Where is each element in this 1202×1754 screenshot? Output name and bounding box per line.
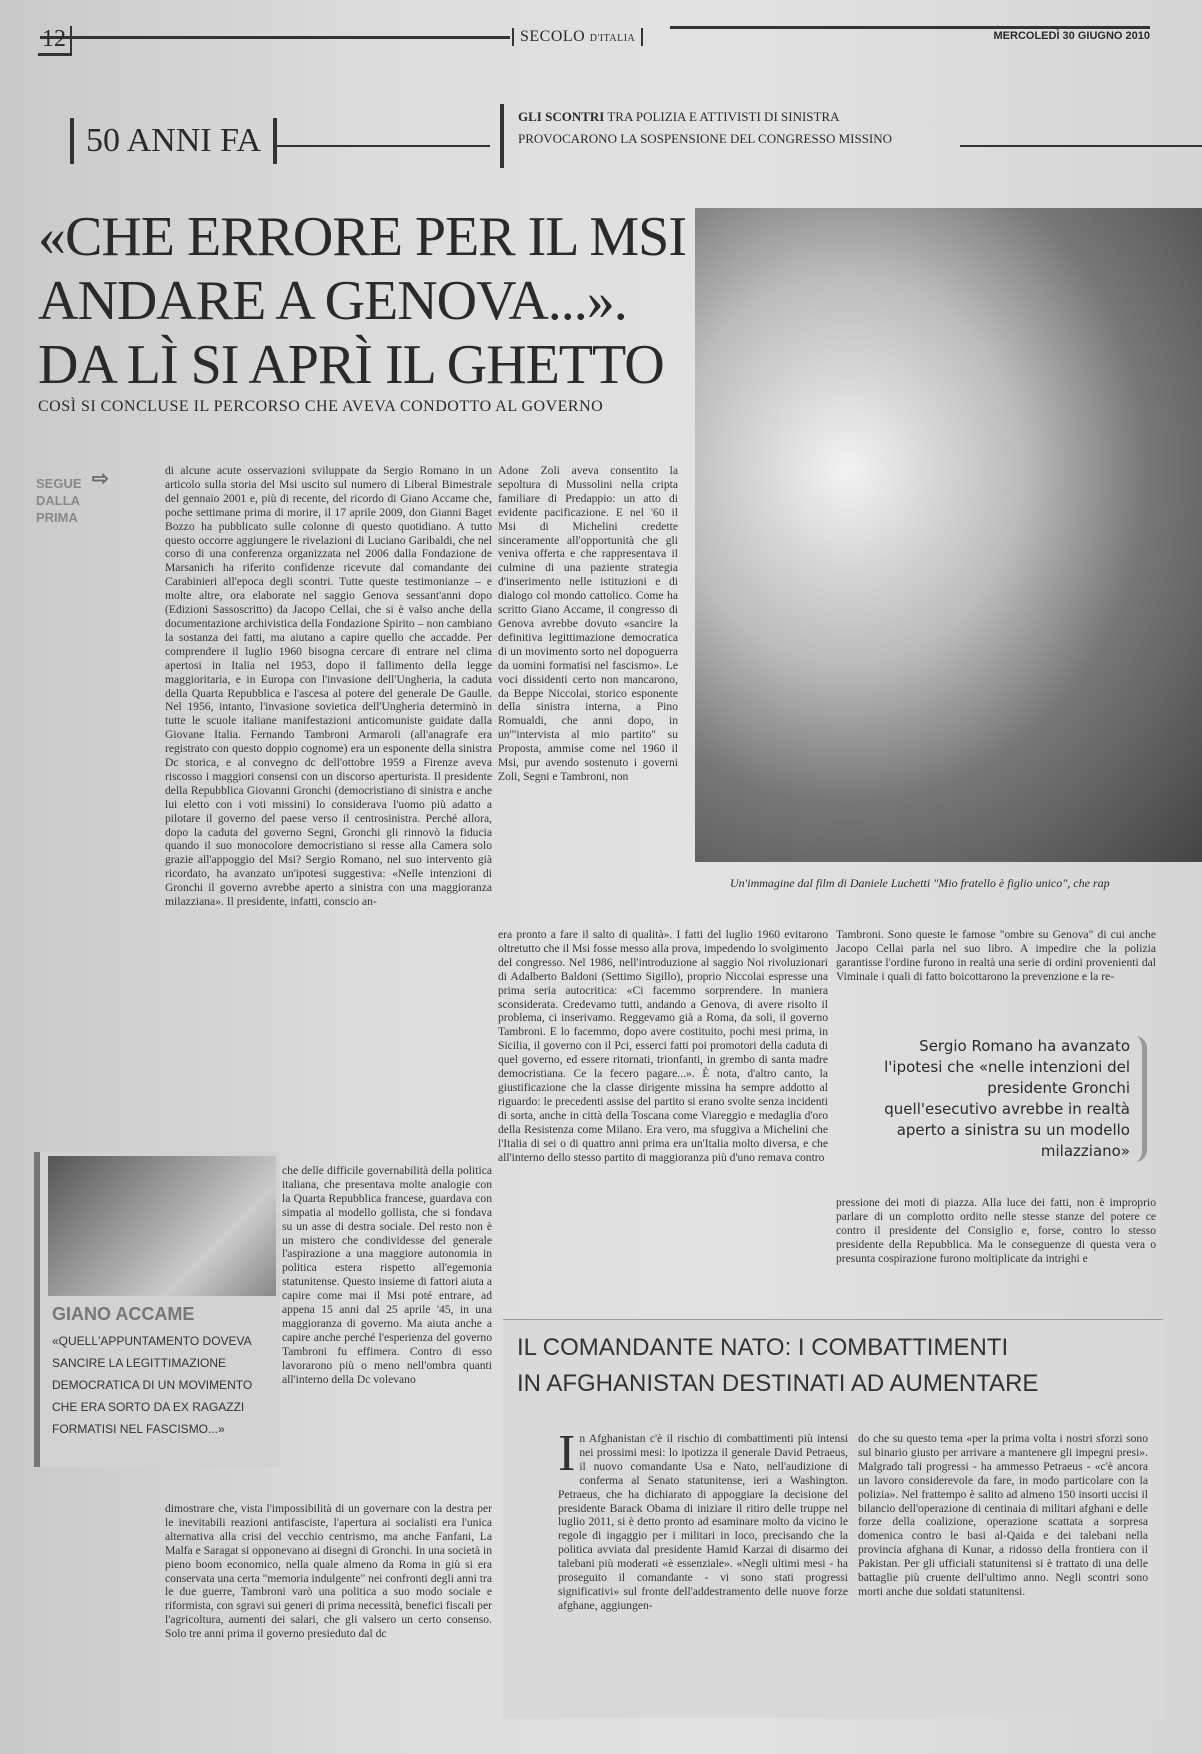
box-headline-line: IN AFGHANISTAN DESTINATI AD AUMENTARE [517, 1370, 1039, 1397]
article-column-4-cont: pressione dei moti di piazza. Alla luce dei fatti, non è improprio parlare di un complotto ordito nelle stesse stanze del potere ce contro il presidente del Consiglio e, forse, contro lo stesso presidente della Repubblica. Ma le conseguenze di questa vera o presunta cospirazione furono moltiplicate da intrighi e [836, 1196, 1156, 1265]
page-number: 12 [38, 26, 72, 56]
article-column-1-bottom: dimostrare che, vista l'impossibilità di un governare con la destra per le inevitabili reazioni antifasciste, l'apertura ai socialisti era l'unica alternativa alla crisi del vecchio centrismo, ma anche Fanfani, La Malfa e Saragat si opponevano ai disegni di Gronchi. In una società in pieno boom economico, nella quale almeno da Roma in giù si era conservata una certa "memoria indulgente" nei confronti degli anni tra le due guerre, Tambroni varò una politica a suo modo sociale e riformista, con sgravi sui generi di prima necessità, benefici fiscali per l'agricoltura, aumenti dei salari, che gli valsero un certo consenso. Solo tre anni prima il governo presieduto dal dc [165, 1502, 492, 1641]
box-column-1-text: n Afghanistan c'è il rischio di combattimenti più intensi nei prossimi mesi: lo ipotizza il generale David Petraeus, il nuovo comandante Usa e Nato, nell'audizione di conferma al Senato statunitense, ieri a Washington. Petraeus, che ha dichiarato di appoggiare la decisione del presidente Barack Obama di iniziare il ritiro delle truppe nel luglio 2011, si è detto pronto ad esaminare molto da vicino le regole di ingaggio per i militari in loco, precisando che la politica avviata dal presidente Hamid Karzai di disarmo dei talebani più moderati «è essenziale». «Negli ultimi mesi - ha proseguito il comandante - vi sono stati progressi significativi» sul fronte dell'addestramento delle nuove forze afghane, aggiungen- [558, 1432, 848, 1612]
segue-line: SEGUE [36, 476, 82, 491]
box-column-1 [558, 1432, 848, 1712]
pull-quote: Sergio Romano ha avanzato l'ipotesi che «nelle intenzioni del presidente Gronchi quell'esecutivo avrebbe in realtà aperto a sinistra su un modello milazziano» [870, 1036, 1147, 1162]
kicker-rule [275, 145, 490, 147]
masthead-small: D'ITALIA [589, 33, 636, 44]
headline: «CHE ERRORE PER IL MSI ANDARE A GENOVA...». DA LÌ SI APRÌ IL GHETTO [38, 206, 686, 396]
kicker-line2: PROVOCARONO LA SOSPENSIONE DEL CONGRESSO MISSINO [518, 131, 893, 146]
drop-cap: I [558, 1432, 576, 1482]
header-rule [40, 36, 510, 39]
segue-line: DALLA [36, 493, 81, 508]
film-still-photo [695, 208, 1202, 862]
sidebar-name: GIANO ACCAME [52, 1304, 195, 1324]
box-column-2: do che su questo tema «per la prima volta i nostri sforzi sono sul binario giusto per arrivare a mantenere gli impegni presi». Malgrado tali progressi - ha ammesso Petraeus - «c'è ancora un lavoro considerevole da fare, in modo particolare con la polizia». Nel frattempo è salito ad almeno 150 insorti uccisi il bilancio dell'operazione di centinaia di militari afghani e delle forze della coalizione, operazione scattata a sorpresa domenica contro le basi al-Qaida e dei talebani nella provincia afghana di Kunar, a ridosso della frontiera con il Pakistan. Per gli ufficiali statunitensi si è trattato di una delle battaglie più cruente dell'ultimo anno. Negli scontri sono morti anche due soldati statunitensi. [858, 1432, 1148, 1598]
kicker-detail [500, 104, 906, 168]
kicker-lead: GLI SCONTRI [518, 109, 605, 124]
box-headline [517, 1330, 1038, 1402]
section-kicker: 50 ANNI FA [70, 118, 277, 164]
subheadline: COSÌ SI CONCLUSE IL PERCORSO CHE AVEVA CONDOTTO AL GOVERNO [38, 398, 604, 415]
box-headline-line: IL COMANDANTE NATO: I COMBATTIMENTI [517, 1334, 1009, 1361]
article-column-1-cont: che delle difficile governabilità della politica italiana, che presentava molte analogie con la Quarta Repubblica francese, guardava con simpatia al modello gollista, che si fondava su un asse di destra sociale. Del resto non è un mistero che condividesse del generale l'aspirazione a una maggiore autonomia in politica estera rispetto all'egemonia statunitense. Questo insieme di fattori aiuta a capire come mai il Msi poté entrare, ad appena 15 anni dal 25 aprile '45, in una maggioranza di governo. Ma aiuta anche a capire anche perché l'esperienza del governo Tambroni fu effimera. Contro di esso lavorarono più o meno nell'ombra quanti all'interno della Dc volevano [282, 1164, 492, 1386]
portrait-photo [48, 1156, 276, 1296]
article-column-1: di alcune acute osservazioni sviluppate da Sergio Romano in un articolo sulla storia del Msi uscito sul numero di Liberal Bimestrale del gennaio 2001 e, più di recente, del ricordo di Giano Accame che, poche settimane prima di morire, il 17 aprile 2009, don Gianni Baget Bozzo ha pubblicato sulle colonne di questo quotidiano. A tutto questo occorre aggiungere le rivelazioni di Luciano Garibaldi, che nel corso di una conferenza organizzata nel 2006 dalla Fondazione de Marsanich ha riferito confidenze ricevute dal comandante dei Carabinieri all'epoca degli scontri. Tutte queste testimonianze – e molte altre, ora elaborate nel saggio Genova sessant'anni dopo (Edizioni Sassoscritto) da Jacopo Cellai, che si è valso anche della documentazione archivistica della Fondazione Spirito – non cambiano la sostanza dei fatti, ma aiutano a capire quello che accadde. Per comprendere il luglio 1960 bisogna cercare di entrare nel clima apertosi in Italia nel 1953, dopo il fallimento della legge maggioritaria, e in Europa con l'invasione dell'Ungheria, la caduta della Quarta Repubblica e l'ascesa al potere del generale De Gaulle. Nel 1956, intanto, l'invasione sovietica dell'Ungheria determinò in tutte le scuole italiane manifestazioni anticomuniste guidate dalla Giovane Italia. Fernando Tambroni Armaroli (all'anagrafe era registrato con questo doppio cognome) era un esponente della sinistra Dc storica, e al convegno dc dell'ottobre 1959 a Firenze aveva riscosso i maggiori consensi con un discorso aperturista. Il presidente della Repubblica Giovanni Gronchi (democristiano di sinistra e anche lui eletto con i voti missini) lo considerava l'uomo più adatto a pilotare il governo del paese verso il centrosinistra. Perché allora, dopo la caduta del governo Segni, Gronchi gli rinnovò la fiducia quando il suo monocolore democristiano si resse alla Camera solo grazie all'appoggio del Msi? Sergio Romano, nel suo intervento già ricordato, ha avanzato un'ipotesi suggestiva: «Nelle intenzioni di Gronchi il governo avrebbe aperto a sinistra con una maggioranza milazziana». Il presidente, infatti, conscio an- [165, 464, 492, 909]
sidebar-quote: «QUELL'APPUNTAMENTO DOVEVA SANCIRE LA LEGITTIMAZIONE DEMOCRATICA DI UN MOVIMENTO CHE ERA SORTO DA EX RAGAZZI FORMATISI NEL FASCISMO...» [52, 1334, 253, 1436]
kicker-line1: TRA POLIZIA E ATTIVISTI DI SINISTRA [607, 109, 840, 124]
article-column-3: era pronto a fare il salto di qualità». I fatti del luglio 1960 evitarono oltretutto che il Msi fosse messo alla prova, impedendo lo svolgimento del congresso. Nel 1986, nell'introduzione al saggio Noi rivoluzionari di Adalberto Baldoni (Settimo Sigillo), proprio Niccolai espresse una prima seria autocritica: «Ci facemmo sorprendere. In maniera sconsiderata. Credevamo tutti, andando a Genova, di avere risolto il problema, ci inserivamo. Reggevamo già a Roma, da soli, il governo Tambroni. E lo facemmo, dopo avere costituito, pochi mesi prima, in Sicilia, il governo con il Pci, esserci fatti poi promotori della caduta di quel governo, ed essere ritornati, trionfanti, in grembo di santa madre democristiana. Ce la fecero pagare...». È nota, d'altro canto, la giustificazione che la classe dirigente missina ha sempre addotto al riguardo: le precedenti assise del partito si erano svolte senza incidenti di sorta, anche in città della Toscana come Viareggio e medaglia d'oro della Resistenza come Milano. Era vero, ma sfuggiva a Michelini che l'Italia di sei o di quattro anni prima era un'Italia molto diversa, e che all'interno dello stesso partito di maggioranza più d'uno remava contro [498, 928, 828, 1164]
article-column-4: Tambroni. Sono queste le famose "ombre su Genova" di cui anche Jacopo Cellai parla nel suo libro. A impedire che la polizia garantisse l'ordine furono in realtà una serie di ordini provenienti dal Viminale i quali di fatto boicottarono la prevenzione e la re- [836, 928, 1156, 983]
news-box [503, 1319, 1163, 1718]
header-rule [670, 26, 1150, 29]
masthead-title: SECOLO [520, 28, 586, 45]
sidebar-box [34, 1152, 280, 1467]
segue-line: PRIMA [36, 510, 78, 525]
arrow-icon: ⇨ [92, 468, 109, 490]
issue-date: MERCOLEDÌ 30 GIUGNO 2010 [993, 30, 1150, 42]
photo-caption: Un'immagine dal film di Daniele Luchetti "Mio fratello è figlio unico", che rap [730, 876, 1110, 890]
article-column-2: Adone Zoli aveva consentito la sepoltura di Mussolini nella cripta familiare di Predappio: un atto di evidente pacificazione. E nel '60 il Msi di Michelini credette sinceramente all'opportunità che gli veniva offerta e che rappresentava il culmine di una paziente strategia d'inserimento nelle istituzioni e di dialogo col mondo cattolico. Come ha scritto Giano Accame, il congresso di Genova avrebbe dovuto «sancire la definitiva legittimazione democratica di un movimento sorto nel dopoguerra da uomini formatisi nel fascismo». Le voci dissidenti certo non mancarono, da Beppe Niccolai, storico esponente della sinistra interna, a Pino Romualdi, che anni dopo, in un'"intervista al mio partito" su Proposta, ammise come nel 1960 il Msi, pur avendo sostenuto i governi Zoli, Segni e Tambroni, non [498, 464, 678, 783]
kicker-rule [960, 145, 1202, 147]
continued-from-front-label [36, 468, 109, 526]
masthead [512, 28, 643, 46]
